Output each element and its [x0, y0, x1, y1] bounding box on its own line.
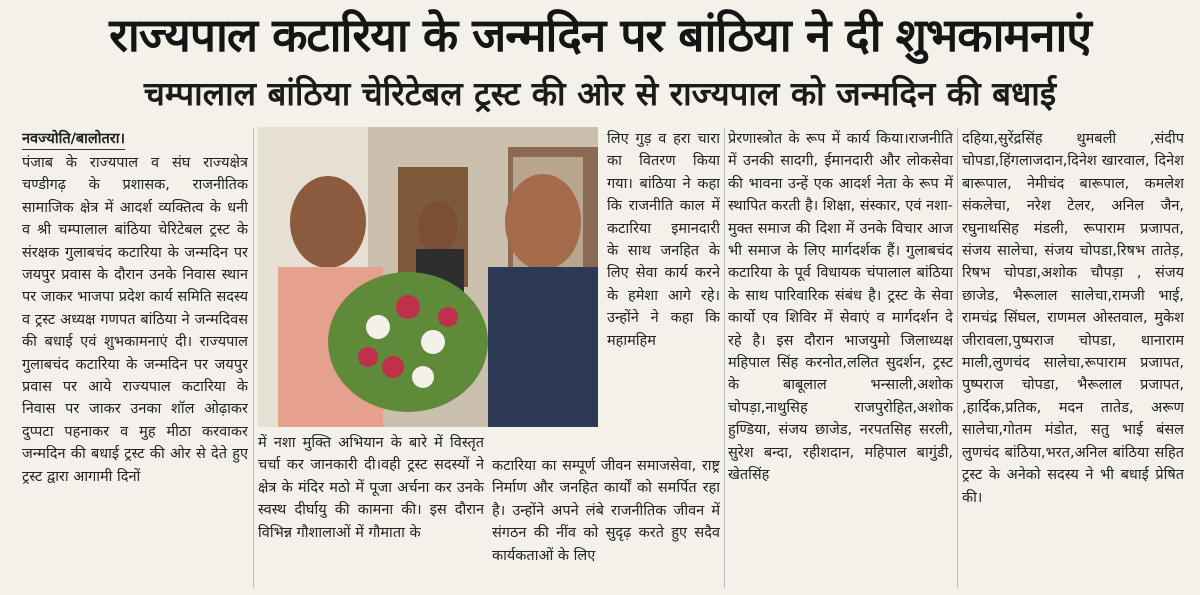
- column-divider: [957, 128, 958, 588]
- column-2-text: में नशा मुक्ति अभियान के बारे में विस्तृत चर्चा कर जानकारी दी।वही ट्रस्ट सदस्यों ने क्षेत्र के मंदिर मठो में पूजा अर्चना कर उनके स्वस्थ दीर्घायु की कामना की। इस दौरान विभिन्न गौशालाओं में गौमाता के: [258, 435, 484, 541]
- dateline: नवज्योति/बालोतरा।: [22, 129, 125, 150]
- headline: राज्यपाल कटारिया के जन्मदिन पर बांठिया ने दी शुभकामनाएं: [109, 8, 1091, 62]
- subheadline: चम्पालाल बांठिया चेरिटेबल ट्रस्ट की ओर से राज्यपाल को जन्मदिन की बधाई: [143, 74, 1057, 113]
- article-column-1: [22, 128, 248, 593]
- article-column-4: [728, 128, 953, 593]
- column-3-top-text: लिए गुड़ व हरा चारा का वितरण किया गया। बांठिया ने कहा कि राजनीति काल में कटारिया इमानदारी के साथ जनहित के लिए सेवा कार्य करने के हमेशा आगे रहे। उन्होंने ने कहा कि महामहिम: [607, 131, 720, 349]
- column-5-text: दहिया,सुरेंद्रसिंह थुमबली ,संदीप चोपडा,हिंगलाजदान,दिनेश खारवाल, दिनेश बारूपाल, नेमीचंद बारूपाल, कमलेश संकलेचा, नरेश टेलर, अनिल जैन, रघुनाथसिह मंडली, रूपाराम प्रजापत, संजय सालेचा, संजय चोपडा,रिषभ तातेड़, रिषभ चोपडा,अशोक चौपड़ा , संजय छाजेड, भैरूलाल सालेचा,रामजी भाई, रामचंद्र सिंघल, राणमल ओस्तवाल, मुकेश जीरावला,पुष्पराज चोपडा, थानाराम माली,लुणचंद सालेचा,रूपाराम प्रजापत, पुष्पराज चोपडा, भैरूलाल प्रजापत, ,हार्दिक,प्रतिक, मदन तातेड, अरूण सालेचा,गोतम मंडोत, सतु भाई बंसल लुणचंद बांठिया,भरत,अनिल बांठिया सहित ट्रस्ट के अनेको सदस्य ने भी बधाई प्रेषित की।: [962, 131, 1184, 506]
- article-column-5: [962, 128, 1184, 593]
- article-column-3-top: [607, 128, 720, 428]
- article-column-2: [258, 432, 484, 592]
- news-photo: [258, 127, 598, 427]
- column-1-text: पंजाब के राज्यपाल व संघ राज्यक्षेत्र चण्डीगढ़ के प्रशासक, राजनीतिक सामाजिक क्षेत्र में आदर्श व्यक्तित्व के धनी व श्री चम्पालाल बांठिया चेरिटेबल ट्रस्ट के संरक्षक गुलाबचंद कटारिया के जन्मदिन पर जयपुर प्रवास के दौरान उनके निवास स्थान पर जाकर भाजपा प्रदेश कार्य समिति सदस्य व ट्रस्ट अध्यक्ष गणपत बांठिया ने जन्मदिवस की बधाई एवं शुभकामनाएं दी। राज्यपाल गुलाबचंद कटारिया के जन्मदिन पर जयपुर प्रवास पर आये राज्यपाल कटारिया के निवास पर जाकर उनका शॉल ओढ़ाकर दुप्पटा पहनाकर व मुह मीठा करवाकर जन्मदिन की बधाई ट्रस्ट की ओर से देते हुए ट्रस्ट द्वारा आगामी दिनों: [22, 155, 248, 485]
- photo-illustration: [258, 127, 598, 427]
- column-4-text: प्रेरणास्त्रोत के रूप में कार्य किया।राजनीति में उनकी सादगी, ईमानदारी और लोकसेवा की भावना उन्हें एक आदर्श नेता के रूप में स्थापित करती है। शिक्षा, संस्कार, एवं नशा-मुक्त समाज की दिशा में उनके विचार आज भी समाज के लिए मार्गदर्शक हैं। गुलाबचंद कटारिया के पूर्व विधायक चंपालाल बांठिया के साथ पारिवारिक संबंध है। ट्रस्ट के सेवा कार्यो एव शिविर में सेवाएं व मार्गदर्शन दे रहे है। इस दौरान भाजयुमो जिलाध्यक्ष महिपाल सिंह करनोत,ललित सुदर्शन, ट्रस्ट के बाबूलाल भन्साली,अशोक चोपड़ा,नाथुसिह राजपुरोहित,अशोक हुण्डिया, संजय छाजेड, नरपतसिह सरली, सुरेश बन्दा, रहीशदान, महिपाल बागुंडी, खेतसिंह: [728, 131, 953, 484]
- column-divider: [724, 128, 725, 588]
- column-divider: [253, 128, 254, 588]
- column-3-bottom-text: कटारिया का सम्पूर्ण जीवन समाजसेवा, राष्ट्र निर्माण और जनहित कार्यों को समर्पित रहा है। उन्होंने अपने लंबे राजनीतिक जीवन में संगठन की नींव को सुदृढ़ करते हुए सदैव कार्यकताओं के लिए: [492, 458, 720, 564]
- article-column-3-bottom: [492, 455, 720, 593]
